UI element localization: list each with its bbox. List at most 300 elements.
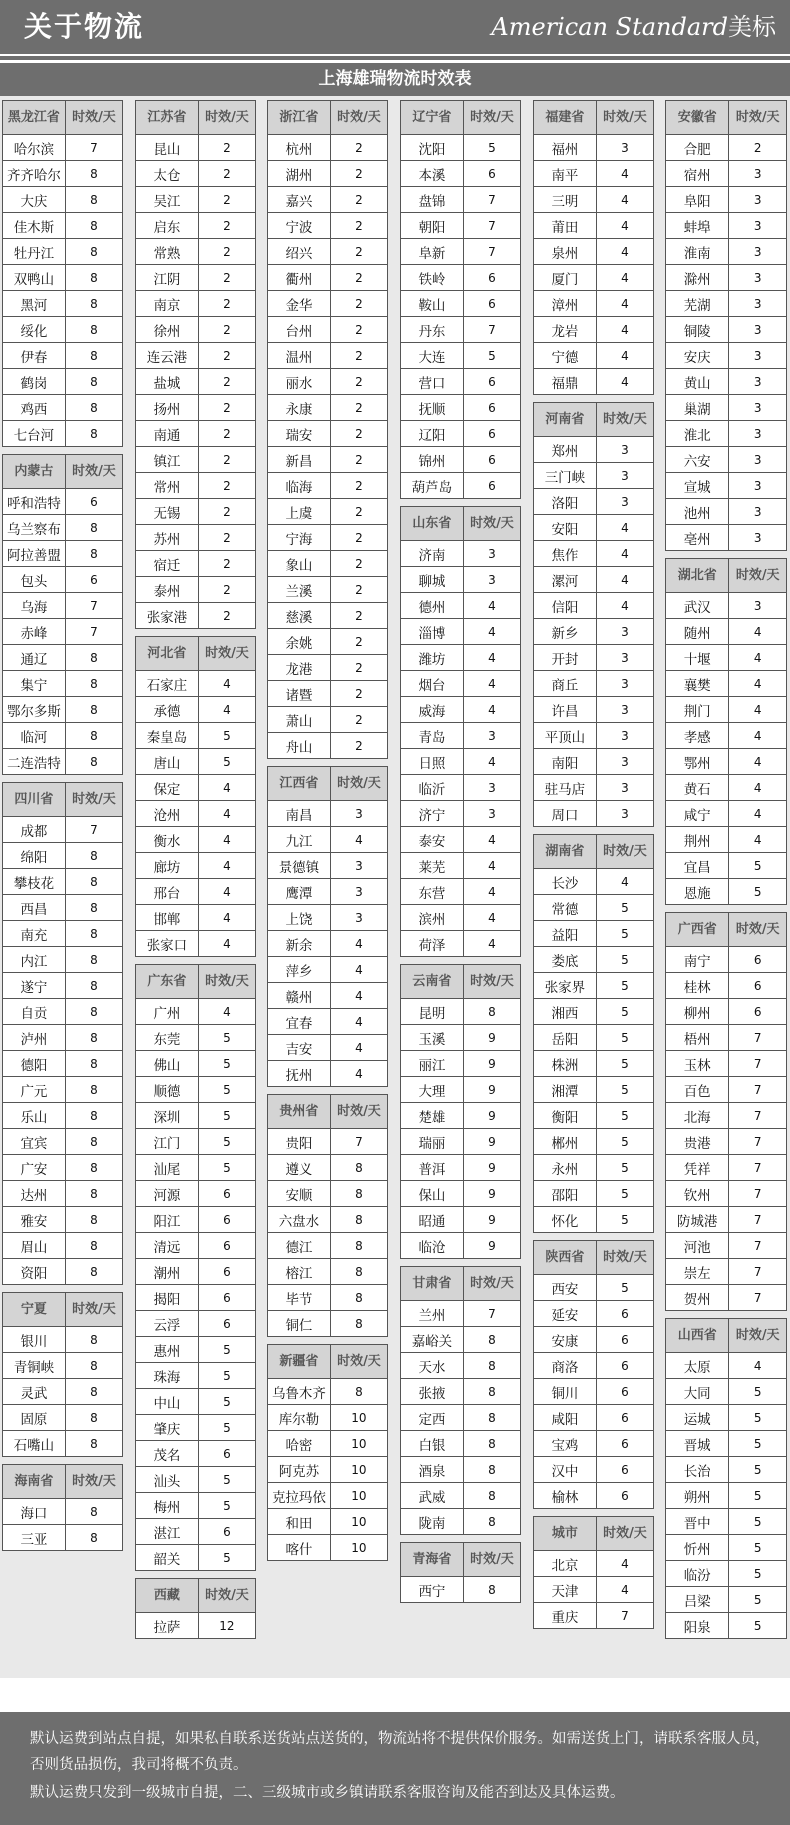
table-row — [268, 1431, 387, 1457]
city-name: 七台河 — [3, 421, 66, 446]
table-row — [3, 1353, 122, 1379]
delivery-days: 8 — [488, 1410, 496, 1425]
table-row — [3, 1181, 122, 1207]
days-header: 时效/天 — [470, 109, 514, 125]
city-name: 武汉 — [666, 593, 729, 618]
delivery-days: 7 — [753, 1264, 762, 1279]
province-table — [665, 100, 787, 551]
delivery-days: 3 — [753, 400, 762, 415]
delivery-days: 6 — [223, 1264, 231, 1279]
city-name: 南充 — [3, 921, 66, 946]
city-name: 张家界 — [534, 973, 597, 998]
province-name: 福建省 — [534, 101, 597, 134]
city-name: 贵港 — [666, 1129, 729, 1154]
delivery-days: 4 — [488, 910, 496, 925]
table-row — [666, 135, 786, 161]
province-table — [2, 454, 123, 775]
province-table — [665, 558, 787, 905]
city-name: 咸宁 — [666, 801, 729, 826]
table-row — [401, 1457, 520, 1483]
delivery-days: 2 — [355, 712, 363, 727]
city-name: 广州 — [136, 999, 199, 1024]
delivery-days: 4 — [488, 936, 496, 951]
delivery-days: 3 — [753, 452, 762, 467]
city-name: 秦皇岛 — [136, 723, 199, 748]
city-name: 荆门 — [666, 697, 729, 722]
province-name: 城市 — [534, 1517, 597, 1550]
days-header: 时效/天 — [735, 567, 780, 583]
city-name: 漳州 — [534, 291, 597, 316]
table-row — [666, 499, 786, 525]
table-row — [136, 1467, 255, 1493]
delivery-days: 8 — [90, 1186, 98, 1201]
table-row — [3, 395, 122, 421]
table-row — [268, 1379, 387, 1405]
table-row — [268, 879, 387, 905]
city-name: 广元 — [3, 1077, 66, 1102]
table-row — [666, 1129, 786, 1155]
delivery-days: 12 — [219, 1618, 235, 1633]
table-row — [268, 629, 387, 655]
delivery-days: 6 — [488, 426, 496, 441]
delivery-days: 8 — [355, 1238, 363, 1253]
province-name: 浙江省 — [268, 101, 331, 134]
city-name: 扬州 — [136, 395, 199, 420]
table-row — [534, 1353, 653, 1379]
table-row — [534, 749, 653, 775]
city-name: 三亚 — [3, 1525, 66, 1550]
delivery-days: 2 — [355, 296, 363, 311]
city-name: 贵阳 — [268, 1129, 331, 1154]
table-row — [401, 1025, 520, 1051]
table-row — [136, 499, 255, 525]
table-row — [268, 291, 387, 317]
table-row — [534, 1207, 653, 1232]
table-row — [666, 1561, 786, 1587]
delivery-days: 8 — [90, 848, 98, 863]
city-name: 锦州 — [401, 447, 464, 472]
delivery-days: 5 — [753, 1488, 762, 1503]
province-name: 西藏 — [136, 1579, 199, 1612]
delivery-days: 4 — [621, 192, 629, 207]
delivery-days: 3 — [355, 910, 363, 925]
table-row — [534, 697, 653, 723]
table-row — [268, 1509, 387, 1535]
table-row — [401, 1077, 520, 1103]
delivery-days: 4 — [621, 520, 629, 535]
table-row — [666, 161, 786, 187]
footer-note-2: 默认运费只发到一级城市自提，二、三级城市或乡镇请联系客服咨询及能否到达及具体运费。 — [30, 1785, 625, 1801]
city-name: 雅安 — [3, 1207, 66, 1232]
table-row — [136, 697, 255, 723]
delivery-days: 4 — [753, 832, 762, 847]
delivery-days: 6 — [621, 1410, 629, 1425]
city-name: 西宁 — [401, 1577, 464, 1602]
delivery-days: 8 — [90, 1160, 98, 1175]
delivery-days: 2 — [223, 504, 231, 519]
table-row — [401, 239, 520, 265]
table-row — [666, 947, 786, 973]
delivery-days: 8 — [488, 1582, 496, 1597]
table-row — [534, 947, 653, 973]
city-name: 鄂州 — [666, 749, 729, 774]
delivery-days: 2 — [355, 426, 363, 441]
table-row — [268, 161, 387, 187]
city-name: 天水 — [401, 1353, 464, 1378]
delivery-days: 8 — [90, 1264, 98, 1279]
table-row — [534, 1181, 653, 1207]
province-name: 江西省 — [268, 767, 331, 800]
table-row — [666, 1233, 786, 1259]
table-row — [136, 853, 255, 879]
table-row — [136, 1285, 255, 1311]
table-row — [268, 265, 387, 291]
city-name: 葫芦岛 — [401, 473, 464, 498]
delivery-days: 2 — [223, 478, 231, 493]
table-row — [534, 567, 653, 593]
city-name: 莱芜 — [401, 853, 464, 878]
delivery-days: 2 — [355, 244, 363, 259]
table-row — [268, 681, 387, 707]
table-row — [401, 775, 520, 801]
city-name: 吕梁 — [666, 1587, 729, 1612]
province-table — [2, 1464, 123, 1551]
city-name: 聊城 — [401, 567, 464, 592]
city-name: 茂名 — [136, 1441, 199, 1466]
delivery-days: 7 — [488, 322, 496, 337]
table-row — [136, 447, 255, 473]
table-row — [3, 1233, 122, 1259]
delivery-days: 7 — [488, 218, 496, 233]
city-name: 安庆 — [666, 343, 729, 368]
table-row — [136, 577, 255, 603]
table-row — [268, 1129, 387, 1155]
city-name: 清远 — [136, 1233, 199, 1258]
table-row — [268, 603, 387, 629]
city-name: 新昌 — [268, 447, 331, 472]
table-row — [666, 1181, 786, 1207]
table-row — [401, 853, 520, 879]
table-row — [136, 1259, 255, 1285]
city-name: 赤峰 — [3, 619, 66, 644]
city-name: 朔州 — [666, 1483, 729, 1508]
delivery-days: 8 — [355, 1160, 363, 1175]
delivery-days: 4 — [223, 780, 231, 795]
city-name: 哈尔滨 — [3, 135, 66, 160]
city-name: 崇左 — [666, 1259, 729, 1284]
delivery-days: 5 — [223, 1108, 231, 1123]
city-name: 鄂尔多斯 — [3, 697, 66, 722]
delivery-days: 6 — [488, 374, 496, 389]
delivery-days: 4 — [753, 702, 762, 717]
delivery-days: 8 — [90, 322, 98, 337]
delivery-days: 6 — [621, 1358, 629, 1373]
table-row — [3, 1525, 122, 1550]
delivery-days: 4 — [621, 348, 629, 363]
city-name: 阜新 — [401, 239, 464, 264]
delivery-days: 3 — [621, 754, 629, 769]
days-header: 时效/天 — [470, 515, 514, 531]
city-name: 乌鲁木齐 — [268, 1379, 331, 1404]
city-name: 眉山 — [3, 1233, 66, 1258]
delivery-days: 2 — [355, 478, 363, 493]
table-row — [268, 1061, 387, 1086]
delivery-days: 8 — [355, 1212, 363, 1227]
table-banner: 上海雄瑞物流时效表 — [0, 63, 790, 96]
city-name: 铜川 — [534, 1379, 597, 1404]
city-name: 石嘴山 — [3, 1431, 66, 1456]
delivery-days: 4 — [621, 270, 629, 285]
table-row — [534, 1431, 653, 1457]
city-name: 德阳 — [3, 1051, 66, 1076]
table-row — [268, 1457, 387, 1483]
city-name: 盐城 — [136, 369, 199, 394]
delivery-days: 5 — [753, 1540, 762, 1555]
delivery-days: 4 — [223, 858, 231, 873]
city-name: 驻马店 — [534, 775, 597, 800]
days-header: 时效/天 — [470, 973, 514, 989]
delivery-days: 6 — [753, 978, 762, 993]
table-header — [534, 403, 653, 437]
table-row — [534, 1603, 653, 1628]
city-name: 新余 — [268, 931, 331, 956]
city-name: 商洛 — [534, 1353, 597, 1378]
table-row — [268, 1259, 387, 1285]
table-row — [268, 801, 387, 827]
delivery-days: 7 — [753, 1290, 762, 1305]
table-row — [401, 1353, 520, 1379]
table-row — [666, 265, 786, 291]
delivery-days: 3 — [621, 676, 629, 691]
city-name: 伊春 — [3, 343, 66, 368]
city-name: 六安 — [666, 447, 729, 472]
city-name: 潮州 — [136, 1259, 199, 1284]
table-row — [401, 1181, 520, 1207]
table-row — [534, 515, 653, 541]
table-row — [666, 1483, 786, 1509]
table-row — [3, 1405, 122, 1431]
delivery-days: 3 — [488, 572, 496, 587]
delivery-days: 5 — [621, 1280, 629, 1295]
delivery-days: 5 — [223, 1394, 231, 1409]
table-row — [136, 1155, 255, 1181]
delivery-days: 6 — [90, 494, 98, 509]
table-row — [3, 921, 122, 947]
delivery-days: 8 — [488, 1384, 496, 1399]
city-name: 阿克苏 — [268, 1457, 331, 1482]
delivery-days: 4 — [753, 728, 762, 743]
delivery-days: 8 — [90, 374, 98, 389]
table-row — [534, 135, 653, 161]
delivery-days: 8 — [90, 900, 98, 915]
table-row — [136, 421, 255, 447]
table-row — [666, 1077, 786, 1103]
delivery-days: 6 — [488, 452, 496, 467]
delivery-days: 5 — [621, 978, 629, 993]
province-name: 宁夏 — [3, 1293, 66, 1326]
delivery-days: 6 — [621, 1462, 629, 1477]
table-row — [534, 921, 653, 947]
table-row — [666, 619, 786, 645]
delivery-days: 6 — [223, 1238, 231, 1253]
delivery-days: 2 — [223, 140, 231, 155]
days-header: 时效/天 — [72, 1301, 116, 1317]
city-name: 福鼎 — [534, 369, 597, 394]
table-header — [401, 101, 520, 135]
table-row — [534, 973, 653, 999]
table-header — [401, 1543, 520, 1577]
table-row — [666, 1509, 786, 1535]
table-row — [666, 697, 786, 723]
table-header — [268, 767, 387, 801]
delivery-days: 2 — [355, 530, 363, 545]
delivery-days: 4 — [223, 1004, 231, 1019]
city-name: 顺德 — [136, 1077, 199, 1102]
delivery-days: 2 — [223, 530, 231, 545]
table-row — [666, 1353, 786, 1379]
table-row — [268, 905, 387, 931]
delivery-days: 6 — [488, 478, 496, 493]
delivery-days: 8 — [90, 1332, 98, 1347]
delivery-days: 4 — [223, 884, 231, 899]
delivery-days: 9 — [488, 1056, 496, 1071]
delivery-days: 3 — [753, 218, 762, 233]
province-table — [267, 100, 388, 759]
province-table — [665, 1318, 787, 1639]
city-name: 汕尾 — [136, 1155, 199, 1180]
city-name: 南阳 — [534, 749, 597, 774]
delivery-days: 3 — [753, 530, 762, 545]
table-row — [401, 395, 520, 421]
delivery-days: 5 — [621, 1082, 629, 1097]
city-name: 阳江 — [136, 1207, 199, 1232]
city-name: 哈密 — [268, 1431, 331, 1456]
city-name: 开封 — [534, 645, 597, 670]
table-row — [136, 1363, 255, 1389]
table-row — [136, 1441, 255, 1467]
city-name: 临海 — [268, 473, 331, 498]
table-row — [3, 1431, 122, 1456]
city-name: 凭祥 — [666, 1155, 729, 1180]
table-row — [666, 671, 786, 697]
table-row — [666, 999, 786, 1025]
delivery-days: 7 — [753, 1186, 762, 1201]
table-row — [666, 187, 786, 213]
city-name: 大连 — [401, 343, 464, 368]
table-row — [401, 567, 520, 593]
days-header: 时效/天 — [205, 973, 249, 989]
table-row — [401, 421, 520, 447]
city-name: 晋城 — [666, 1431, 729, 1456]
table-header — [136, 965, 255, 999]
delivery-days: 5 — [621, 952, 629, 967]
city-name: 库尔勒 — [268, 1405, 331, 1430]
table-row — [136, 1311, 255, 1337]
table-row — [136, 213, 255, 239]
table-row — [534, 619, 653, 645]
table-row — [401, 1233, 520, 1258]
table-row — [3, 369, 122, 395]
delivery-days: 5 — [223, 1160, 231, 1175]
table-row — [136, 369, 255, 395]
city-name: 九江 — [268, 827, 331, 852]
table-row — [666, 1103, 786, 1129]
province-name: 河北省 — [136, 637, 199, 670]
city-name: 太原 — [666, 1353, 729, 1378]
city-name: 柳州 — [666, 999, 729, 1024]
delivery-days: 2 — [223, 582, 231, 597]
delivery-days: 3 — [621, 806, 629, 821]
city-name: 阿拉善盟 — [3, 541, 66, 566]
province-table — [135, 1578, 256, 1639]
brand-name-en: American Standard — [491, 13, 728, 41]
city-name: 承德 — [136, 697, 199, 722]
city-name: 乌兰察布 — [3, 515, 66, 540]
city-name: 孝感 — [666, 723, 729, 748]
table-row — [401, 317, 520, 343]
city-name: 黄石 — [666, 775, 729, 800]
table-row — [666, 645, 786, 671]
delivery-days: 4 — [753, 1358, 762, 1373]
delivery-days: 8 — [90, 1108, 98, 1123]
delivery-days: 4 — [488, 858, 496, 873]
table-row — [268, 1035, 387, 1061]
city-name: 大庆 — [3, 187, 66, 212]
delivery-days: 3 — [621, 442, 629, 457]
table-row — [401, 343, 520, 369]
table-row — [401, 931, 520, 956]
table-row — [268, 577, 387, 603]
table-row — [268, 931, 387, 957]
delivery-days: 8 — [90, 874, 98, 889]
table-row — [136, 1233, 255, 1259]
city-name: 三明 — [534, 187, 597, 212]
delivery-days: 4 — [753, 650, 762, 665]
city-name: 宿州 — [666, 161, 729, 186]
delivery-days: 8 — [90, 978, 98, 993]
city-name: 许昌 — [534, 697, 597, 722]
city-name: 云浮 — [136, 1311, 199, 1336]
city-name: 沧州 — [136, 801, 199, 826]
table-row — [401, 593, 520, 619]
delivery-days: 3 — [753, 374, 762, 389]
delivery-days: 7 — [90, 140, 98, 155]
delivery-days: 6 — [223, 1524, 231, 1539]
delivery-days: 3 — [621, 140, 629, 155]
table-row — [534, 1275, 653, 1301]
table-row — [136, 239, 255, 265]
city-name: 南京 — [136, 291, 199, 316]
table-row — [401, 1301, 520, 1327]
table-row — [268, 1155, 387, 1181]
table-row — [401, 879, 520, 905]
delivery-days: 8 — [488, 1488, 496, 1503]
delivery-days: 4 — [488, 624, 496, 639]
delivery-days: 5 — [621, 1108, 629, 1123]
delivery-days: 5 — [223, 1030, 231, 1045]
delivery-days: 8 — [355, 1384, 363, 1399]
delivery-days: 8 — [90, 296, 98, 311]
days-header: 时效/天 — [72, 791, 116, 807]
table-row — [401, 671, 520, 697]
city-name: 常德 — [534, 895, 597, 920]
delivery-days: 5 — [753, 1592, 762, 1607]
table-row — [136, 1103, 255, 1129]
delivery-days: 5 — [621, 1212, 629, 1227]
province-table — [533, 1516, 654, 1629]
city-name: 南平 — [534, 161, 597, 186]
delivery-days: 7 — [90, 598, 98, 613]
